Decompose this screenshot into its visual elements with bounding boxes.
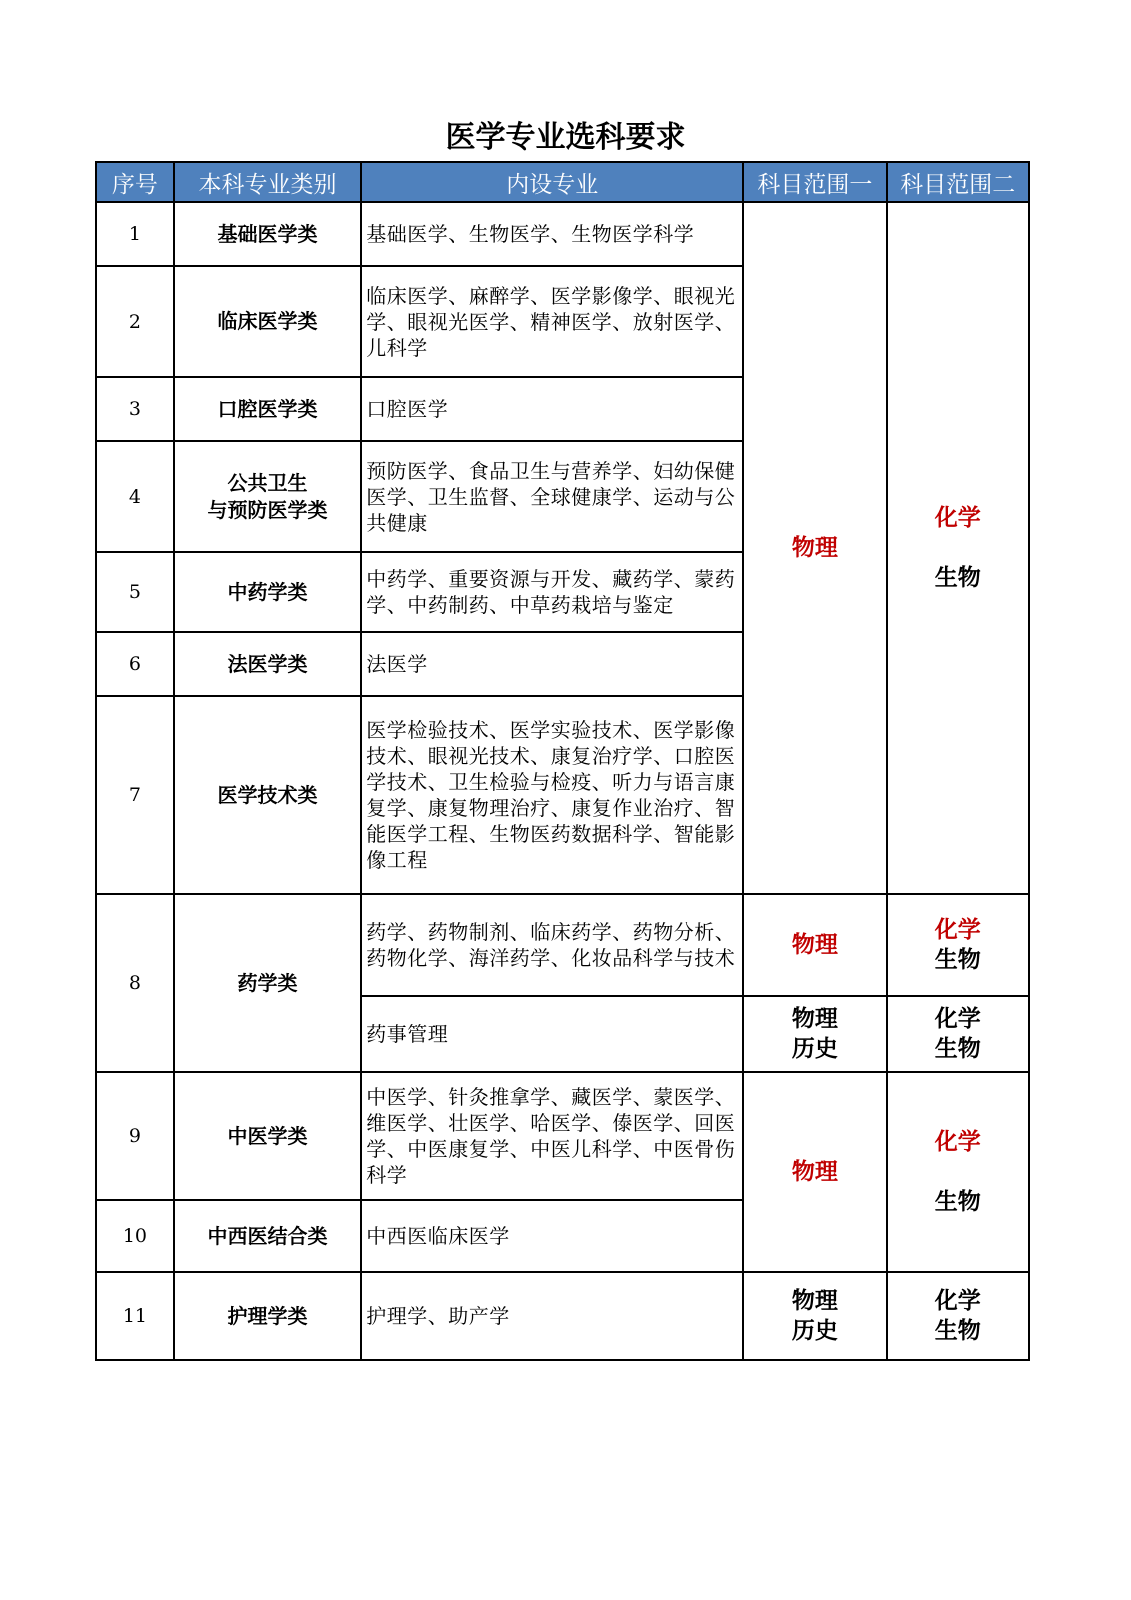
subject-biology: 生物 [934, 1036, 981, 1062]
row-category [174, 441, 361, 552]
row-no: 11 [96, 1272, 174, 1360]
row-majors: 法医学 [361, 632, 743, 696]
row-no: 1 [96, 202, 174, 266]
row-no: 4 [96, 441, 174, 552]
row-majors: 口腔医学 [361, 377, 743, 441]
subject-biology: 生物 [934, 947, 981, 973]
header-majors: 内设专业 [361, 162, 743, 202]
subject-physics: 物理 [791, 535, 838, 561]
row-no: 7 [96, 696, 174, 894]
subject-range-1-group [743, 202, 886, 894]
subject-physics: 物理 [791, 1006, 838, 1032]
category-line: 公共卫生 [227, 470, 308, 495]
row-category: 中药学类 [174, 552, 361, 632]
row-majors: 临床医学、麻醉学、医学影像学、眼视光学、眼视光医学、精神医学、放射医学、儿科学 [361, 266, 743, 377]
row-majors: 药事管理 [361, 996, 743, 1072]
subject-biology: 生物 [934, 1189, 981, 1215]
table-row [96, 1072, 1029, 1200]
row-category: 中西医结合类 [174, 1200, 361, 1272]
row-majors: 药学、药物制剂、临床药学、药物分析、药物化学、海洋药学、化妆品科学与技术 [361, 894, 743, 996]
row-no: 2 [96, 266, 174, 377]
subject-history: 历史 [791, 1036, 838, 1062]
row-category: 药学类 [174, 894, 361, 1072]
header-subject-range-2: 科目范围二 [887, 162, 1029, 202]
subject-range-2 [887, 996, 1029, 1072]
table-row [96, 1272, 1029, 1360]
subject-range-1 [743, 996, 886, 1072]
row-category: 口腔医学类 [174, 377, 361, 441]
header-subject-range-1: 科目范围一 [743, 162, 886, 202]
row-category: 中医学类 [174, 1072, 361, 1200]
header-category: 本科专业类别 [174, 162, 361, 202]
subject-range-2-group [887, 202, 1029, 894]
row-category: 护理学类 [174, 1272, 361, 1360]
subject-chemistry: 化学 [934, 1129, 981, 1155]
row-majors: 预防医学、食品卫生与营养学、妇幼保健医学、卫生监督、全球健康学、运动与公共健康 [361, 441, 743, 552]
subject-chemistry: 化学 [934, 1288, 981, 1314]
row-no: 8 [96, 894, 174, 1072]
subject-range-1 [743, 1272, 886, 1360]
row-no: 10 [96, 1200, 174, 1272]
row-majors: 中医学、针灸推拿学、藏医学、蒙医学、维医学、壮医学、哈医学、傣医学、回医学、中医康复学、中医儿科学、中医骨伤科学 [361, 1072, 743, 1200]
category-line: 与预防医学类 [207, 497, 328, 522]
page-title: 医学专业选科要求 [445, 120, 686, 155]
header-row [96, 162, 1029, 202]
row-category: 临床医学类 [174, 266, 361, 377]
subject-range-2 [887, 894, 1029, 996]
row-majors: 医学检验技术、医学实验技术、医学影像技术、眼视光技术、康复治疗学、口腔医学技术、卫生检验与检疫、听力与语言康复学、康复物理治疗、康复作业治疗、智能医学工程、生物医药数据科学、智能影像工程 [361, 696, 743, 894]
subject-physics: 物理 [791, 1288, 838, 1314]
subject-range-2-group [887, 1072, 1029, 1272]
requirements-table [95, 161, 1030, 1361]
row-majors: 基础医学、生物医学、生物医学科学 [361, 202, 743, 266]
row-no: 5 [96, 552, 174, 632]
subject-physics: 物理 [791, 932, 838, 958]
row-majors: 护理学、助产学 [361, 1272, 743, 1360]
table-row [96, 202, 1029, 266]
subject-range-1-group [743, 1072, 886, 1272]
subject-chemistry: 化学 [934, 505, 981, 531]
row-category: 基础医学类 [174, 202, 361, 266]
subject-biology: 生物 [934, 1318, 981, 1344]
header-no: 序号 [96, 162, 174, 202]
subject-chemistry: 化学 [934, 1006, 981, 1032]
subject-chemistry: 化学 [934, 917, 981, 943]
row-category: 医学技术类 [174, 696, 361, 894]
subject-range-2 [887, 1272, 1029, 1360]
table-row [96, 894, 1029, 996]
row-category: 法医学类 [174, 632, 361, 696]
row-no: 6 [96, 632, 174, 696]
row-majors: 中药学、重要资源与开发、藏药学、蒙药学、中药制药、中草药栽培与鉴定 [361, 552, 743, 632]
subject-physics: 物理 [791, 1159, 838, 1185]
subject-history: 历史 [791, 1318, 838, 1344]
row-majors: 中西医临床医学 [361, 1200, 743, 1272]
subject-range-1 [743, 894, 886, 996]
subject-biology: 生物 [934, 565, 981, 591]
row-no: 3 [96, 377, 174, 441]
row-no: 9 [96, 1072, 174, 1200]
